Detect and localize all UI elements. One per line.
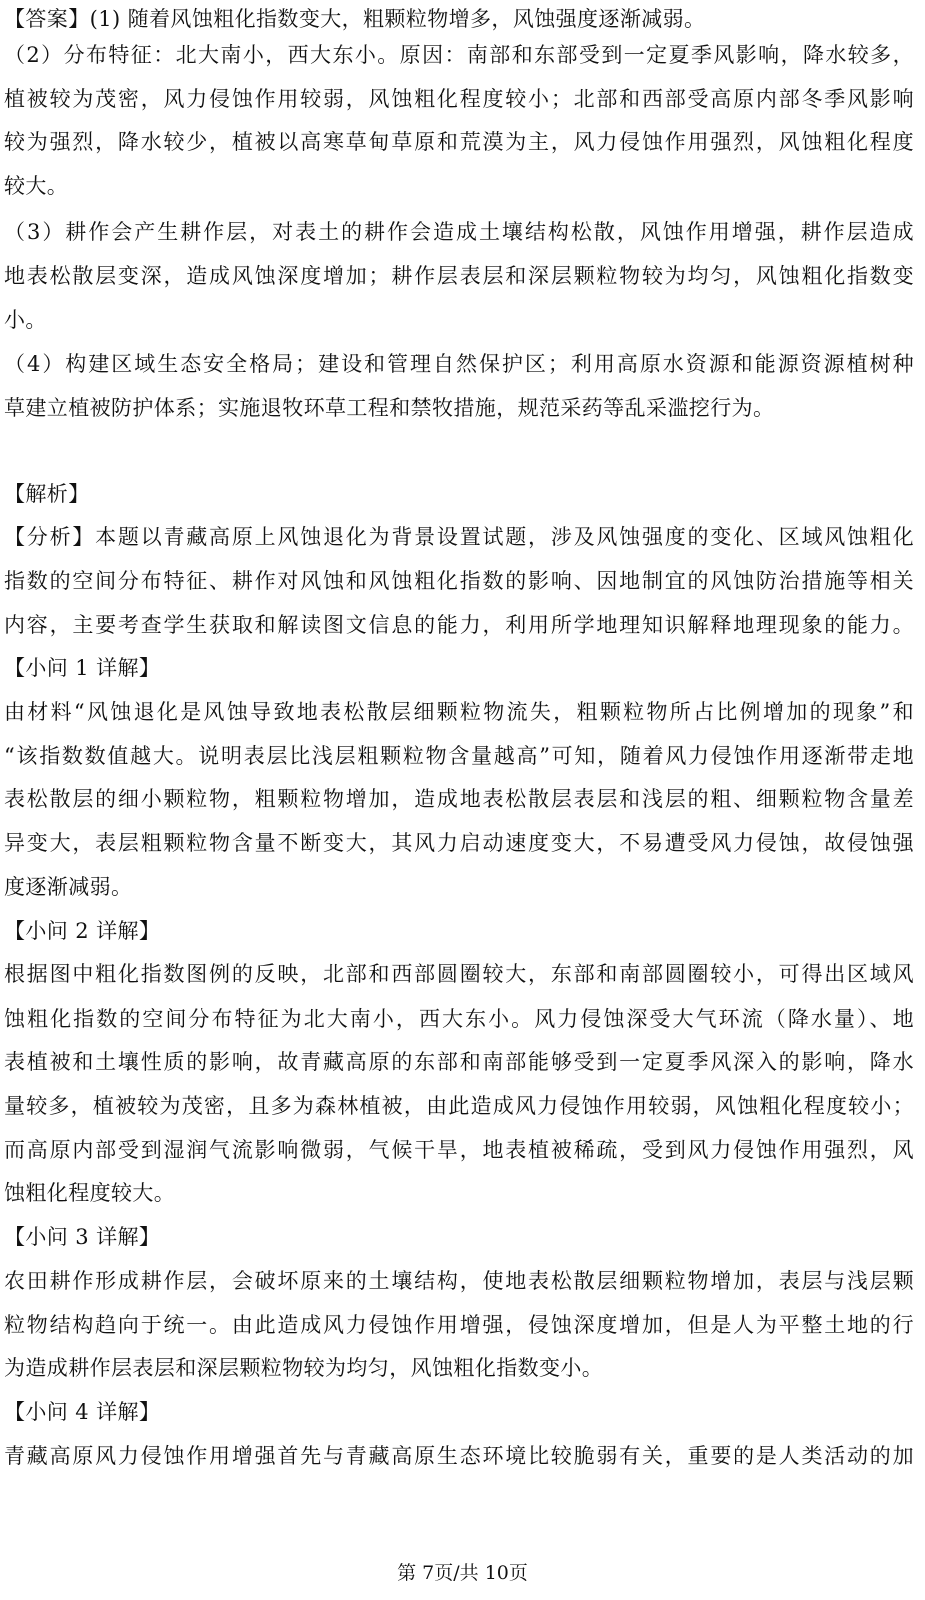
q2-line-3: 表植被和土壤性质的影响，故青藏高原的东部和南部能够受到一定夏季风深入的影响，降水 [4,1050,914,1074]
answer-line-4: 较为强烈，降水较少，植被以高寒草甸草原和荒漠为主，风力侵蚀作用强烈，风蚀粗化程度 [4,130,914,154]
q2-line-2: 蚀粗化指数的空间分布特征为北大南小，西大东小。风力侵蚀深受大气环流（降水量）、地 [4,1007,914,1031]
q2-line-4: 量较多，植被较为茂密，且多为森林植被，由此造成风力侵蚀作用较弱，风蚀粗化程度较小； [4,1094,914,1118]
answer-line-1: 【答案】(1) 随着风蚀粗化指数变大，粗颗粒物增多，风蚀强度逐渐减弱。 [4,7,706,31]
sub-question-4-heading: 【小问 4 详解】 [4,1400,161,1424]
q4-line-1: 青藏高原风力侵蚀作用增强首先与青藏高原生态环境比较脆弱有关，重要的是人类活动的加 [4,1444,914,1468]
answer-line-7: 地表松散层变深，造成风蚀深度增加；耕作层表层和深层颗粒物较为均匀，风蚀粗化指数变 [4,264,914,288]
q3-line-3: 为造成耕作层表层和深层颗粒物较为均匀，风蚀粗化指数变小。 [4,1356,604,1380]
analysis-line-3: 内容，主要考查学生获取和解读图文信息的能力，利用所学地理知识解释地理现象的能力。 [4,613,914,637]
sub-question-1-heading: 【小问 1 详解】 [4,656,161,680]
q1-line-4: 异变大，表层粗颗粒物含量不断变大，其风力启动速度变大，不易遭受风力侵蚀，故侵蚀强 [4,831,914,855]
answer-line-2: （2）分布特征：北大南小，西大东小。原因：南部和东部受到一定夏季风影响，降水较多， [4,43,914,67]
analysis-line-2: 指数的空间分布特征、耕作对风蚀和风蚀粗化指数的影响、因地制宜的风蚀防治措施等相关 [4,569,914,593]
answer-line-9: （4）构建区域生态安全格局；建设和管理自然保护区；利用高原水资源和能源资源植树种 [4,352,914,376]
q1-line-2: “该指数数值越大。说明表层比浅层粗颗粒物含量越高”可知，随着风力侵蚀作用逐渐带走地 [4,744,914,768]
q1-line-5: 度逐渐减弱。 [4,875,133,899]
analysis-heading: 【解析】 [4,482,90,506]
q1-line-1: 由材料“风蚀退化是风蚀导致地表松散层细颗粒物流失，粗颗粒物所占比例增加的现象”和 [4,700,914,724]
answer-line-5: 较大。 [4,174,69,198]
q3-line-1: 农田耕作形成耕作层，会破坏原来的土壤结构，使地表松散层细颗粒物增加，表层与浅层颗 [4,1269,914,1293]
q2-line-5: 而高原内部受到湿润气流影响微弱，气候干旱，地表植被稀疏，受到风力侵蚀作用强烈，风 [4,1138,914,1162]
q1-line-3: 表松散层的细小颗粒物，粗颗粒物增加，造成地表松散层表层和浅层的粗、细颗粒物含量差 [4,787,914,811]
answer-line-3: 植被较为茂密，风力侵蚀作用较弱，风蚀粗化程度较小；北部和西部受高原内部冬季风影响 [4,87,914,111]
answer-line-10: 草建立植被防护体系；实施退牧环草工程和禁牧措施，规范采药等乱采滥挖行为。 [4,396,775,420]
q3-line-2: 粒物结构趋向于统一。由此造成风力侵蚀作用增强，侵蚀深度增加，但是人为平整土地的行 [4,1313,914,1337]
sub-question-2-heading: 【小问 2 详解】 [4,919,161,943]
q2-line-6: 蚀粗化程度较大。 [4,1181,176,1205]
answer-line-8: 小。 [4,308,47,332]
analysis-line-1: 【分析】本题以青藏高原上风蚀退化为背景设置试题，涉及风蚀强度的变化、区域风蚀粗化 [4,525,914,549]
sub-question-3-heading: 【小问 3 详解】 [4,1225,161,1249]
page-footer: 第 7页/共 10页 [397,1562,528,1584]
answer-line-6: （3）耕作会产生耕作层，对表土的耕作会造成土壤结构松散，风蚀作用增强，耕作层造成 [4,220,914,244]
q2-line-1: 根据图中粗化指数图例的反映，北部和西部圆圈较大，东部和南部圆圈较小，可得出区域风 [4,962,914,986]
